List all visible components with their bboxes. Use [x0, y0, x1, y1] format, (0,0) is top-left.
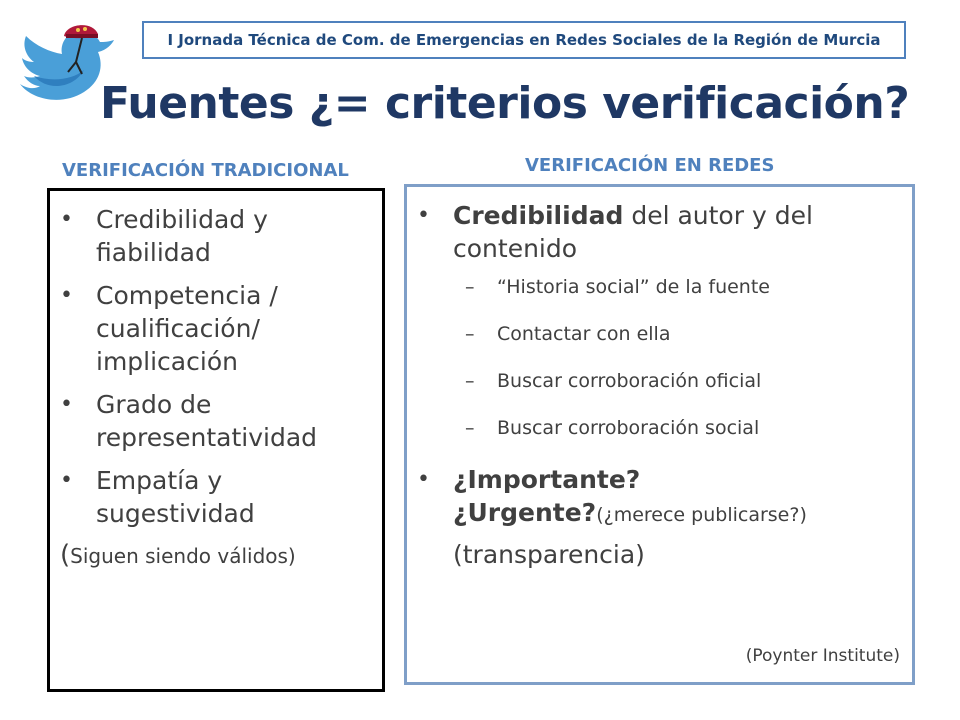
list-item	[417, 199, 902, 265]
list-item	[60, 279, 372, 378]
slide-title: Fuentes ¿= criterios verificación?	[100, 78, 910, 129]
list-item-text: Grado de representatividad	[96, 390, 318, 452]
list-item	[60, 203, 372, 269]
dash-icon: –	[465, 323, 475, 345]
list-item	[417, 463, 902, 532]
credibility-sub-list	[407, 275, 912, 440]
bullet-icon: •	[417, 467, 430, 492]
urgent-bold: ¿Urgente?	[453, 498, 597, 527]
social-verification-box	[404, 184, 915, 685]
traditional-verification-box	[47, 188, 385, 692]
important-bold: ¿Importante?	[453, 465, 641, 494]
bullet-icon: •	[60, 207, 73, 232]
bullet-icon: •	[60, 468, 73, 493]
list-item	[60, 388, 372, 454]
dash-icon: –	[465, 370, 475, 392]
attribution-note: (Poynter Institute)	[745, 646, 900, 666]
sub-list-item	[407, 275, 912, 299]
left-note-text: Siguen siendo válidos)	[70, 544, 296, 568]
priority-list	[407, 463, 912, 532]
list-item-text	[453, 463, 902, 532]
sub-list-item-text: “Historia social” de la fuente	[497, 276, 770, 298]
right-column-heading: VERIFICACIÓN EN REDES	[525, 155, 775, 176]
credibility-bold: Credibilidad	[453, 201, 624, 230]
bullet-icon: •	[60, 283, 73, 308]
bullet-icon: •	[60, 392, 73, 417]
social-list	[407, 187, 912, 265]
list-item-text	[453, 199, 902, 265]
sub-list-item-text: Buscar corroboración social	[497, 417, 760, 439]
publish-question: (¿merece publicarse?)	[596, 504, 807, 526]
traditional-list	[50, 191, 382, 530]
dash-icon: –	[465, 276, 475, 298]
event-header-text: I Jornada Técnica de Com. de Emergencias en Redes Sociales de la Región de Murcia	[167, 31, 881, 49]
sub-list-item	[407, 322, 912, 346]
sub-list-item	[407, 416, 912, 440]
dash-icon: –	[465, 417, 475, 439]
list-item	[60, 464, 372, 530]
left-note	[50, 540, 382, 570]
left-note-paren: (	[60, 540, 71, 570]
list-item-text: Credibilidad y fiabilidad	[96, 205, 268, 267]
list-item-text: Empatía y sugestividad	[96, 466, 255, 528]
sub-list-item-text: Contactar con ella	[497, 323, 671, 345]
sub-list-item-text: Buscar corroboración oficial	[497, 370, 762, 392]
bullet-icon: •	[417, 203, 430, 228]
left-column-heading: VERIFICACIÓN TRADICIONAL	[62, 160, 349, 181]
list-item-text: Competencia / cualificación/ implicación	[96, 281, 278, 376]
sub-list-item	[407, 369, 912, 393]
event-header-box	[142, 21, 906, 59]
transparency-note: (transparencia)	[453, 540, 645, 569]
credibility-rest: del autor y del contenido	[453, 201, 813, 263]
